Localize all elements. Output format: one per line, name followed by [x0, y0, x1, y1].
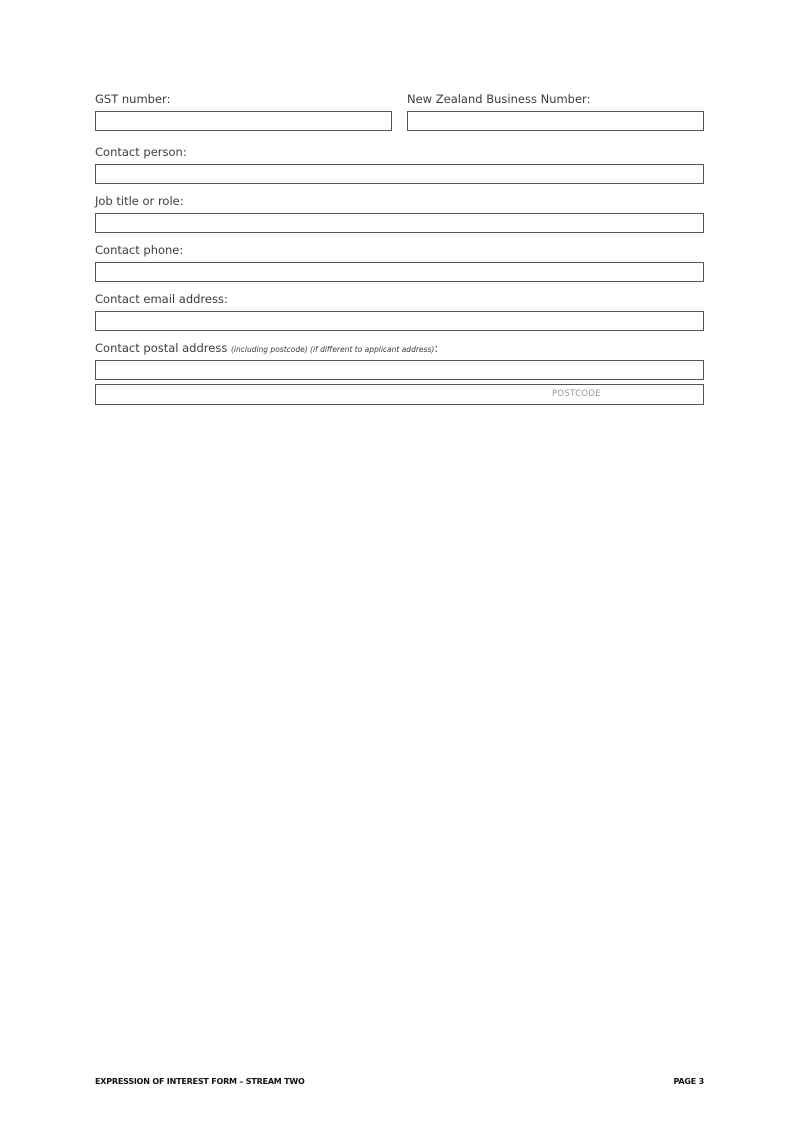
- postal-address-label: [95, 341, 438, 355]
- postal-address-line2-field[interactable]: [95, 384, 704, 405]
- nzbn-field[interactable]: [407, 111, 704, 131]
- postal-address-label-text: Contact postal address: [95, 341, 228, 355]
- postcode-placeholder: POSTCODE: [552, 389, 601, 399]
- contact-email-label: Contact email address:: [95, 292, 228, 306]
- nzbn-label: New Zealand Business Number:: [407, 92, 591, 106]
- footer-title: EXPRESSION OF INTEREST FORM – STREAM TWO: [95, 1077, 305, 1086]
- contact-phone-label: Contact phone:: [95, 243, 184, 257]
- postal-address-line1-field[interactable]: [95, 360, 704, 380]
- contact-person-label: Contact person:: [95, 145, 187, 159]
- contact-email-field[interactable]: [95, 311, 704, 331]
- job-title-field[interactable]: [95, 213, 704, 233]
- job-title-label: Job title or role:: [95, 194, 184, 208]
- gst-number-field[interactable]: [95, 111, 392, 131]
- footer-page-number: PAGE 3: [673, 1077, 704, 1086]
- postal-address-colon: :: [434, 341, 439, 355]
- contact-person-field[interactable]: [95, 164, 704, 184]
- gst-label: GST number:: [95, 92, 171, 106]
- postal-address-note: (including postcode) (if different to applicant address): [230, 345, 435, 354]
- contact-phone-field[interactable]: [95, 262, 704, 282]
